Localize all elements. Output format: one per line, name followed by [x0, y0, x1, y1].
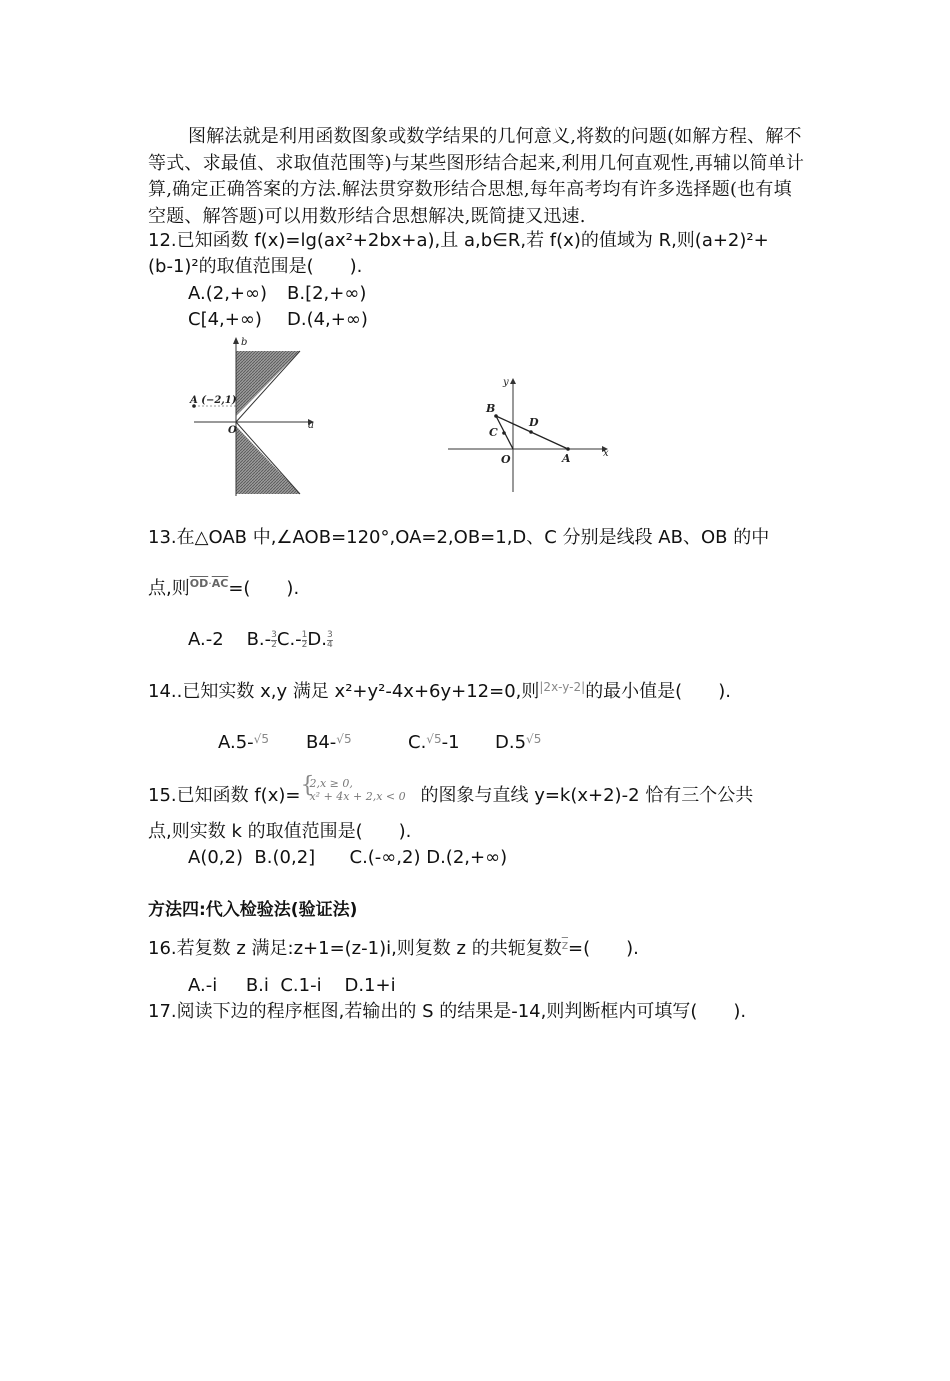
q12-stem-line2: (b-1)²的取值范围是( ). — [148, 256, 363, 277]
piece-2: x² + 4x + 2,x < 0 — [309, 790, 406, 803]
conjugate-z: z — [561, 938, 569, 952]
q13-stem-line2: 点,则$^{\overline{OD}\cdot\overline{AC}}$=( ). — [148, 577, 300, 599]
q15-stem-line2: 点,则实数 k 的取值范围是( ). — [148, 821, 412, 842]
point-c — [502, 431, 506, 435]
q13-options — [188, 628, 333, 652]
q13-option-c: C.- — [276, 629, 302, 650]
piece-1: 2,x ≥ 0, — [309, 777, 353, 790]
q12-option-d: D.(4,+∞) — [287, 309, 368, 330]
vector-od: OD — [189, 577, 209, 590]
q13-option-a: A.-2 — [188, 629, 224, 650]
y-axis-label: y — [503, 377, 509, 388]
figure-shaded-region — [186, 334, 326, 499]
label-d: D — [529, 416, 539, 429]
shaded-region-upper — [236, 351, 300, 416]
x-axis-label: x — [603, 448, 609, 459]
q13-option-b: B.- — [246, 629, 272, 650]
q14-option-a: A.5-$^{√5}$ — [218, 732, 269, 753]
q14-stem: 14..已知实数 x,y 满足 x²+y²-4x+6y+12=0,则$^{|2x-y-2|}$的最小值是( ). — [148, 680, 731, 702]
q12-stem-line1: 12.已知函数 f(x)=lg(ax²+2bx+a),且 a,b∈R,若 f(x)的值域为 R,则(a+2)²+ — [148, 230, 769, 251]
section-heading-method4: 方法四:代入检验法(验证法) — [148, 900, 358, 920]
origin-label: O — [501, 453, 511, 466]
q15-stem-line1: 15.已知函数 f(x)= { 2,x ≥ 0, x² + 4x + 2,x < 0 的图象与直线 y=k(x+2)-2 恰有三个公共 — [148, 773, 754, 806]
fraction-3-4: $\frac{3}{4}$ — [327, 629, 333, 650]
figure-triangle — [444, 372, 616, 496]
q14-option-c: C.$^{√5}$-1 — [408, 732, 460, 753]
label-c: C — [489, 426, 498, 439]
origin-label: O — [228, 425, 237, 436]
q17-stem: 17.阅读下边的程序框图,若输出的 S 的结果是-14,则判断框内可填写( ). — [148, 1001, 747, 1022]
q14-option-b: B4-$^{√5}$ — [306, 732, 352, 753]
q14-option-d: $D.5^{√5}$ — [495, 732, 542, 753]
y-axis-arrow — [233, 337, 239, 344]
q16-stem: 16.若复数 z 满足:z+1=(z-1)i,则复数 z 的共轭复数$^{\overline{z}}$=( ). — [148, 938, 639, 959]
intro-paragraph: 图解法就是利用函数图象或数学结果的几何意义,将数的问题(如解方程、解不等式、求最值、求取值范围等)与某些图形结合起来,利用几何直观性,再辅以简单计算,确定正确答案的方法.解法贯穿数形结合思想,每年高考均有许多选择题(也有填空题、解答题)可以用数形结合思想解决,既简捷又迅速. — [148, 126, 805, 227]
vector-ac: AC — [211, 577, 229, 590]
q15-options: A(0,2) B.(0,2] C.(-∞,2) D.(2,+∞) — [188, 847, 508, 868]
q16-options: A.-i B.i C.1-i D.1+i — [188, 975, 396, 996]
abs-expression: |2x-y-2| — [539, 680, 586, 694]
q13-option-d: D. — [307, 629, 327, 650]
x-axis-label: a — [308, 420, 314, 431]
q12-option-b: B.[2,+∞) — [287, 283, 367, 304]
point-a-label: A (−2,1) — [190, 395, 237, 406]
piecewise-function: { 2,x ≥ 0, x² + 4x + 2,x < 0 — [300, 773, 406, 803]
label-a: A — [562, 452, 571, 465]
q13-stem-line1: 13.在△OAB 中,∠AOB=120°,OA=2,OB=1,D、C 分别是线段 AB、OB 的中 — [148, 527, 770, 548]
q12-option-c: C[4,+∞) — [188, 309, 262, 330]
y-axis-label: b — [241, 337, 248, 348]
y-axis-arrow — [510, 378, 516, 384]
point-a — [566, 447, 570, 451]
fraction-3-2: $\frac{3}{2}$ — [271, 629, 277, 650]
fraction-1-2: $\frac{1}{2}$ — [301, 629, 308, 650]
point-d — [529, 430, 533, 434]
q12-option-a: A.(2,+∞) — [188, 283, 268, 304]
label-b: B — [486, 402, 496, 415]
